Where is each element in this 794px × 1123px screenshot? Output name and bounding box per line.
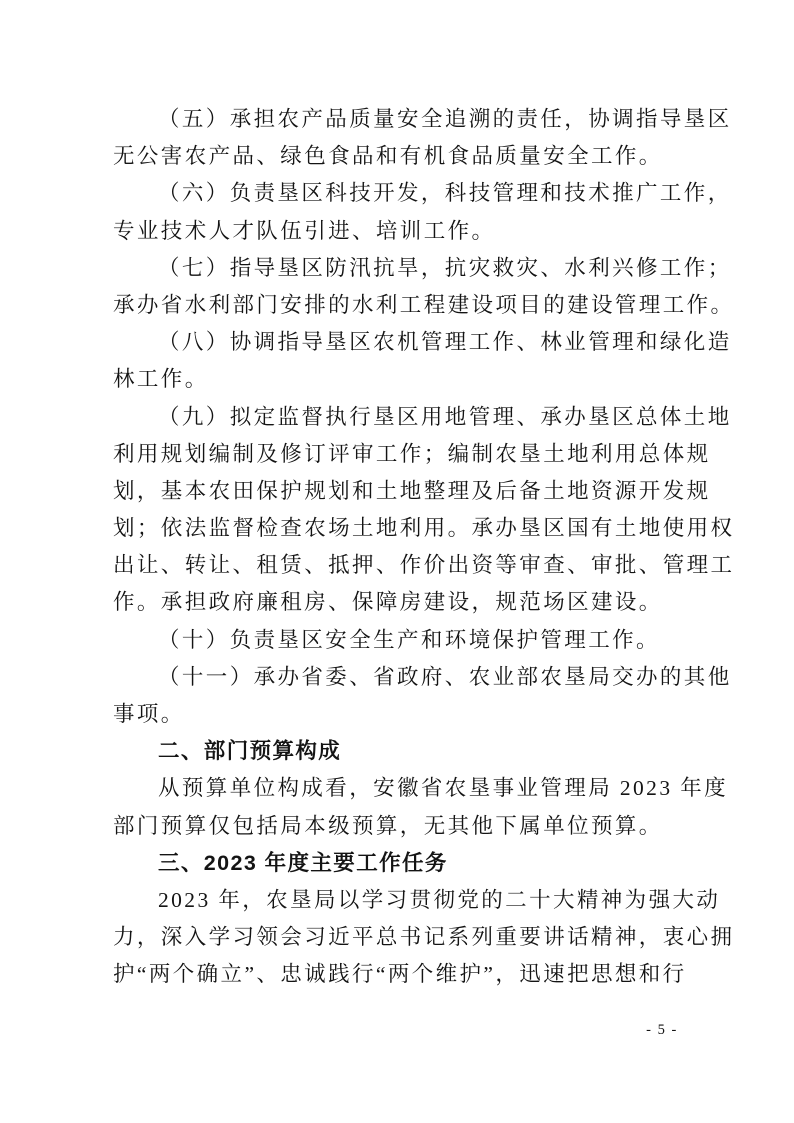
body-line: 无公害农产品、绿色食品和有机食品质量安全工作。: [113, 144, 663, 169]
body-line: 承办省水利部门安排的水利工程建设项目的建设管理工作。: [113, 292, 735, 317]
body-line: 护“两个确立”、忠诚践行“两个维护”，迅速把思想和行: [113, 962, 687, 987]
body-line: 林工作。: [113, 367, 209, 392]
body-line: 划，基本农田保护规划和土地整理及后备土地资源开发规: [113, 478, 711, 503]
body-line: 力，深入学习领会习近平总书记系列重要讲话精神，衷心拥: [113, 925, 735, 950]
body-line: （七）指导垦区防汛抗旱，抗灾救灾、水利兴修工作；: [158, 255, 732, 280]
section-heading-budget-composition: 二、部门预算构成: [158, 739, 342, 764]
body-line: （十）负责垦区安全生产和环境保护管理工作。: [158, 627, 660, 652]
page-number: - 5 -: [646, 1022, 678, 1038]
body-line: （九）拟定监督执行垦区用地管理、承办垦区总体土地: [158, 404, 732, 429]
body-line: （十一）承办省委、省政府、农业部农垦局交办的其他: [158, 664, 732, 689]
body-line: 划；依法监督检查农场土地利用。承办垦区国有土地使用权: [113, 516, 735, 541]
body-line: （六）负责垦区科技开发，科技管理和技术推广工作，: [158, 181, 732, 206]
body-line: （五）承担农产品质量安全追溯的责任，协调指导垦区: [158, 107, 732, 131]
document-body: [113, 101, 735, 994]
body-line: 2023 年，农垦局以学习贯彻党的二十大精神为强大动: [158, 887, 721, 912]
body-line: 出让、转让、租赁、抵押、作价出资等审查、审批、管理工: [113, 553, 735, 578]
body-line: 从预算单位构成看，安徽省农垦事业管理局 2023 年度: [158, 776, 729, 801]
body-line: 专业技术人才队伍引进、培训工作。: [113, 218, 496, 243]
body-line: 部门预算仅包括局本级预算，无其他下属单位预算。: [113, 813, 663, 838]
body-line: 利用规划编制及修订评审工作；编制农垦土地利用总体规: [113, 441, 711, 466]
body-line: 作。承担政府廉租房、保障房建设，规范场区建设。: [113, 590, 663, 615]
body-line: 事项。: [113, 702, 185, 726]
body-line: （八）协调指导垦区农机管理工作、林业管理和绿化造: [158, 330, 732, 355]
section-heading-main-tasks: 三、2023 年度主要工作任务: [158, 850, 448, 875]
